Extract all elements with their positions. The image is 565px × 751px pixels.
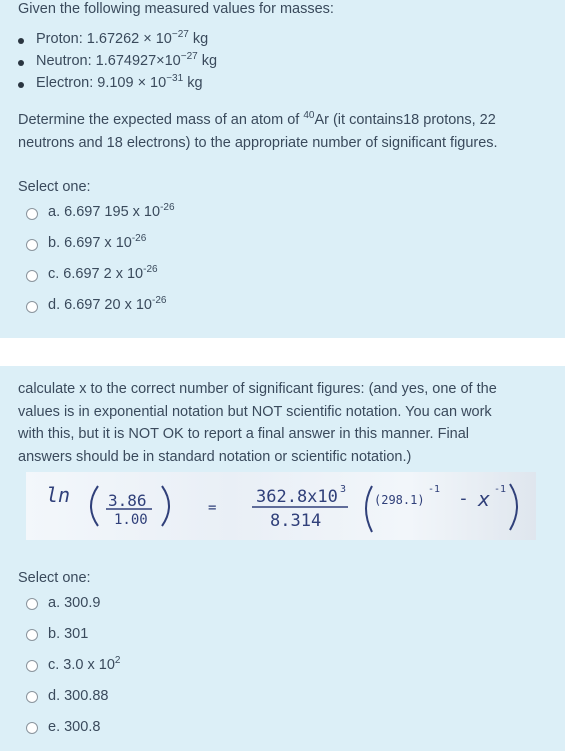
eq-num2: 362.8x10 <box>256 487 338 507</box>
q1-option-b-radio[interactable] <box>26 239 38 251</box>
q2-option-a-radio[interactable] <box>26 598 38 610</box>
q1-option-a-radio[interactable] <box>26 208 38 220</box>
q2-option-a[interactable]: a. 300.9 <box>48 595 101 611</box>
mass-neutron: Neutron: $1.674927\times 10^{-27}$ kg <box>36 51 218 69</box>
eq-temp-exp: -1 <box>428 484 441 495</box>
bullet-dot-icon <box>18 38 24 44</box>
q2-prompt-line: answers should be in standard notation or scientific notation.) <box>18 448 412 465</box>
q2-prompt-line: calculate x to the correct number of significant figures: (and yes, one of the <box>18 381 497 397</box>
q2-option-e[interactable]: e. 300.8 <box>48 719 101 735</box>
handwritten-equation-image <box>26 472 536 540</box>
q2-option-b-radio[interactable] <box>26 629 38 641</box>
mass-electron: Electron: $9.109 \times 10^{-31}$ kg <box>36 73 203 91</box>
q2-prompt-line: values is in exponential notation but NOT scientific notation. You can work <box>18 403 492 420</box>
equation-svg <box>26 472 536 540</box>
eq-x-exp: -1 <box>494 484 507 495</box>
eq-right-paren-icon <box>510 484 517 530</box>
q2-prompt <box>18 378 548 468</box>
eq-x: x <box>478 487 491 511</box>
q2-option-c-radio[interactable] <box>26 660 38 672</box>
q1-intro: Given the following measured values for masses: <box>18 1 334 17</box>
eq-left-paren-icon <box>366 486 372 532</box>
eq-equals: = <box>208 500 217 516</box>
eq-temp: (298.1) <box>374 493 425 507</box>
q2-option-e-radio[interactable] <box>26 722 38 734</box>
q2-option-b[interactable]: b. 301 <box>48 626 89 642</box>
q1-option-b[interactable]: b. 6.697 x $10^{-26}$ <box>48 233 147 251</box>
q1-prompt-line-2: neutrons and 18 electrons) to the appropriate number of significant figures. <box>18 135 498 151</box>
q2-select-label: Select one: <box>18 570 91 586</box>
eq-num2-exp: 3 <box>340 484 347 495</box>
eq-left-paren-icon <box>91 486 98 526</box>
eq-den2: 8.314 <box>270 511 322 531</box>
q1-option-d[interactable]: d. 6.697 20 x $10^{-26}$ <box>48 295 167 313</box>
q2-option-c[interactable]: c. 3.0 x $10^2$ <box>48 655 121 673</box>
eq-ln: ln <box>46 483 71 507</box>
q1-option-c-radio[interactable] <box>26 270 38 282</box>
eq-num1: 3.86 <box>108 491 147 510</box>
eq-minus: - <box>458 488 469 509</box>
q2-prompt-line: with this, but it is NOT OK to report a final answer in this manner. Final <box>18 426 470 442</box>
q2-option-d[interactable]: d. 300.88 <box>48 688 109 704</box>
bullet-dot-icon <box>18 60 24 66</box>
q1-option-c[interactable]: c. 6.697 2 x $10^{-26}$ <box>48 264 158 282</box>
eq-den1: 1.00 <box>114 512 148 528</box>
mass-proton: Proton: $1.67262 \times 10^{-27}$ kg <box>36 29 209 47</box>
q1-select-label: Select one: <box>18 179 91 195</box>
bullet-dot-icon <box>18 82 24 88</box>
q1-option-a[interactable]: a. 6.697 195 x $10^{-26}$ <box>48 202 175 220</box>
q2-option-d-radio[interactable] <box>26 691 38 703</box>
eq-right-paren-icon <box>162 486 169 526</box>
q1-prompt-line-1: Determine the expected mass of an atom of $^{40}$Ar (it contains18 protons, 22 <box>18 110 496 128</box>
q1-option-d-radio[interactable] <box>26 301 38 313</box>
